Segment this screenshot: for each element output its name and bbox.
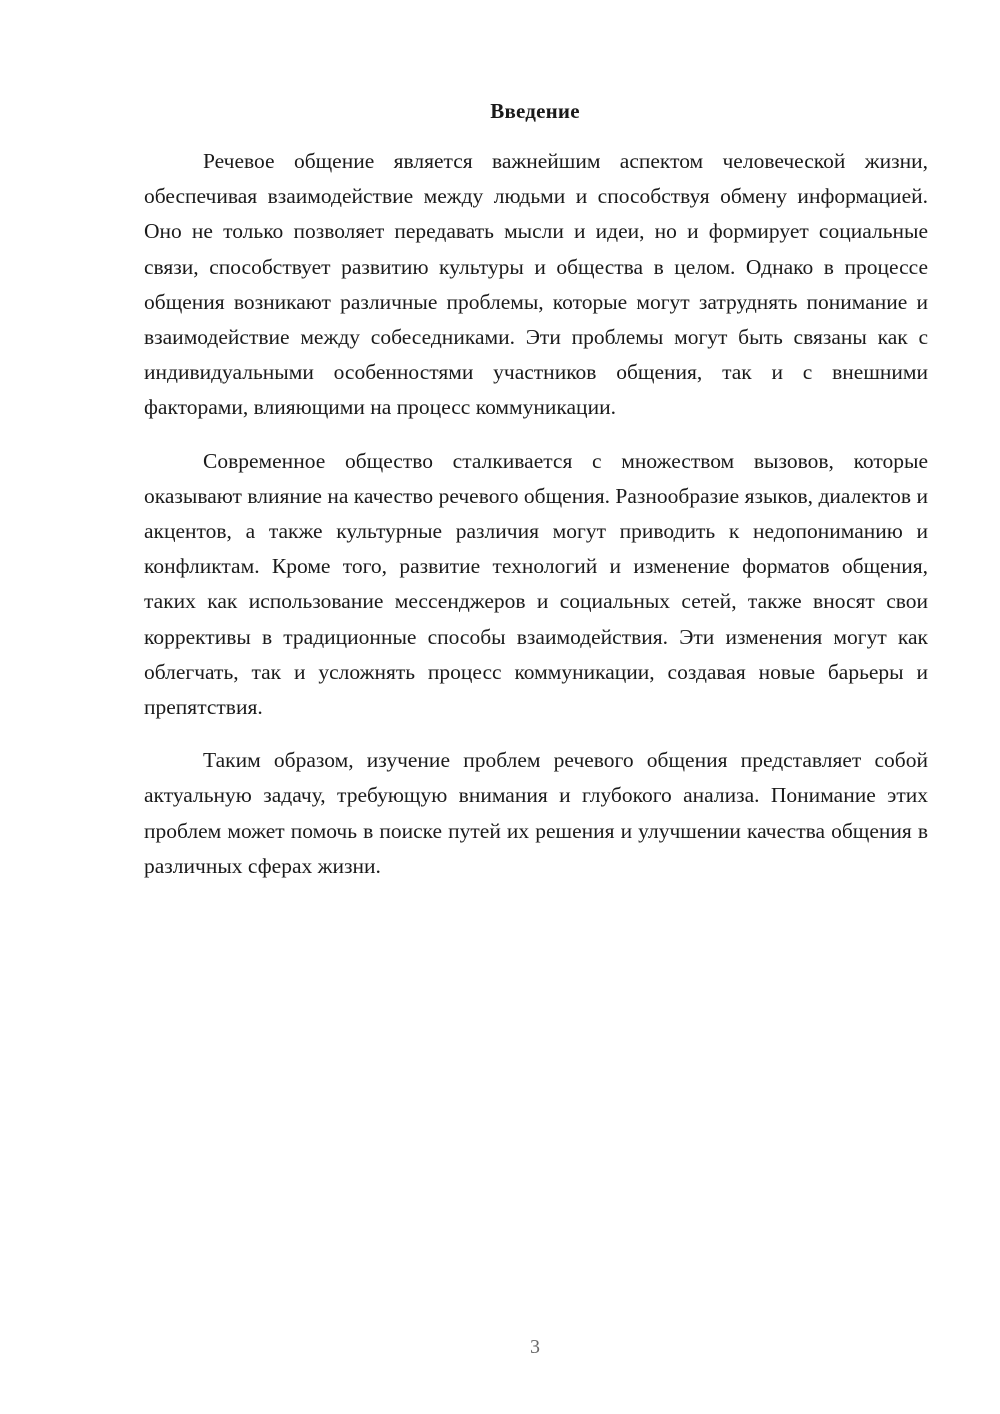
paragraph-1: Речевое общение является важнейшим аспектом человеческой жизни, обеспечивая взаимодействие между людьми и способствуя обмену информацией. Оно не только позволяет передавать мысли и идеи, но и формирует социальные связи, способствует развитию культуры и общества в целом. Однако в процессе общения возникают различные проблемы, которые могут затруднять понимание и взаимодействие между собеседниками. Эти проблемы могут быть связаны как с индивидуальными особенностями участников общения, так и с внешними факторами, влияющими на процесс коммуникации. [144, 149, 928, 420]
section-heading: Введение [490, 99, 580, 123]
paragraph-3: Таким образом, изучение проблем речевого общения представляет собой актуальную задачу, требующую внимания и глубокого анализа. Понимание этих проблем может помочь в поиске путей их решения и улучшении качества общения в различных сферах жизни. [144, 748, 928, 878]
page-number: 3 [530, 1336, 540, 1358]
body-text [144, 144, 928, 902]
paragraph-2: Современное общество сталкивается с множеством вызовов, которые оказывают влияние на качество речевого общения. Разнообразие языков, диалектов и акцентов, а также культурные различия могут приводить к недопониманию и конфликтам. Кроме того, развитие технологий и изменение форматов общения, таких как использование мессенджеров и социальных сетей, также вносят свои коррективы в традиционные способы взаимодействия. Эти изменения могут как облегчать, так и усложнять процесс коммуникации, создавая новые барьеры и препятствия. [144, 448, 928, 720]
